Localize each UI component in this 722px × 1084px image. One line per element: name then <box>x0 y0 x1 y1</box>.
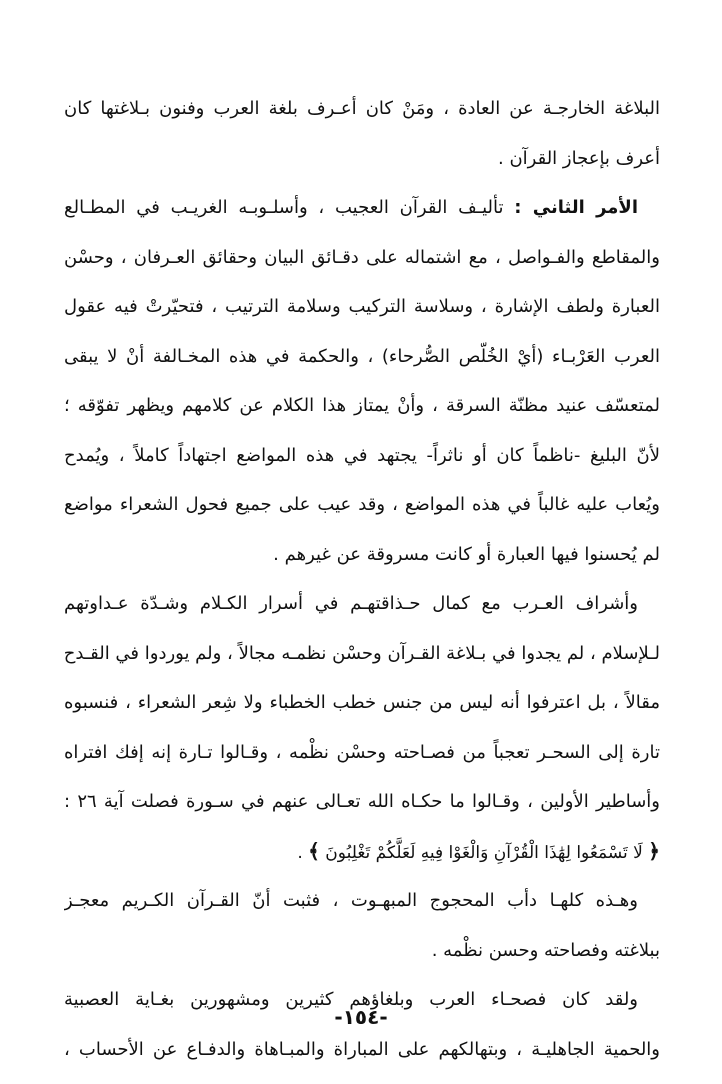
text-line: وهـذه كلهـا دأب المحجوج المبهـوت ، فثبت أنّ القـرآن الكـريم معجـز <box>64 890 638 911</box>
text-line: والحمية الجاهليـة ، وبتهالكهم على المباراة والمبـاهاة والدفـاع عن الأحساب ، <box>64 1038 660 1060</box>
text-line <box>64 183 660 233</box>
text-span: تأليـف القرآن العجيب ، وأسلـوبـه الغريـب في المطـالع <box>64 197 504 218</box>
quran-verse-line <box>64 827 660 877</box>
text-line: ببلاغته وفصاحته وحسن نظْمه . <box>431 939 660 961</box>
text-line: أعرف بإعجاز القرآن . <box>498 147 660 169</box>
text-line: لـلإسلام ، لم يجدوا في بـلاغة القـرآن وحسْن نظمـه مجالاً ، ولم يوردوا في القـدح <box>64 642 660 664</box>
main-text <box>64 84 660 1074</box>
text-line: وأساطير الأولين ، وقـالوا ما حكـاه الله تعـالى عنهم في سـورة فصلت آية ٢٦ : <box>64 791 660 812</box>
text-line: ولقد كان فصحـاء العرب وبلغاؤهم كثيرين ومشهورين بغـاية العصبية <box>64 989 638 1010</box>
text-line: لم يُحسنوا فيها العبارة أو كانت مسروقة عن غيرهم . <box>273 543 660 565</box>
section-heading: الأمر الثاني : <box>514 197 638 218</box>
text-line: تارة إلى السحـر تعجباً من فصـاحته وحسْن نظْمه ، وقـالوا تـارة إنه إفك افتراه <box>64 741 660 763</box>
page-number: -١٥٤- <box>334 1005 388 1029</box>
text-line: العبارة ولطف الإشارة ، وسلاسة التركيب وسلامة الترتيب ، فتحيّرتْ فيه عقول <box>64 296 660 317</box>
text-line: العرب العَرْبـاء (أيْ الخُلّص الصُّرحاء) ، والحكمة في هذه المخـالفة أنْ لا يبقى <box>64 345 660 367</box>
text-line: لمتعسّف عنيد مظنّة السرقة ، وأنْ يمتاز هذا الكلام عن كلامهم ويظهر تفوّقه ؛ <box>64 395 660 416</box>
ornate-bracket-close: ﴾ <box>308 838 320 863</box>
text-line: البلاغة الخارجـة عن العادة ، ومَنْ كان أعـرف بلغة العرب وفنون بـلاغتها كان <box>64 98 660 119</box>
verse-tail: . <box>297 842 303 863</box>
text-line: ويُعاب عليه غالباً في هذه المواضع ، وقد عيب على جميع فحول الشعراء مواضع <box>64 494 660 515</box>
quran-verse: لَا تَسْمَعُوا لِهَٰذَا الْقُرْآنِ وَالْغَوْا فِيهِ لَعَلَّكُمْ تَغْلِبُونَ <box>325 842 643 863</box>
ornate-bracket-open: ﴿ <box>648 838 660 863</box>
text-line: والمقاطع والفـواصل ، مع اشتماله على دقـائق البيان وحقائق العـرفان ، وحسْن <box>64 246 660 268</box>
text-line: وأشراف العـرب مع كمال حـذاقتهـم في أسرار الكـلام وشـدّة عـداوتهم <box>64 593 638 614</box>
text-line: مقالاً ، بل اعترفوا أنه ليس من جنس خطب الخطباء ولا شِعر الشعراء ، فنسبوه <box>64 692 660 713</box>
text-line: لأنّ البليغ -ناظماً كان أو ناثراً- يجتهد في هذه المواضع اجتهاداً كاملاً ، ويُمدح <box>64 444 660 466</box>
